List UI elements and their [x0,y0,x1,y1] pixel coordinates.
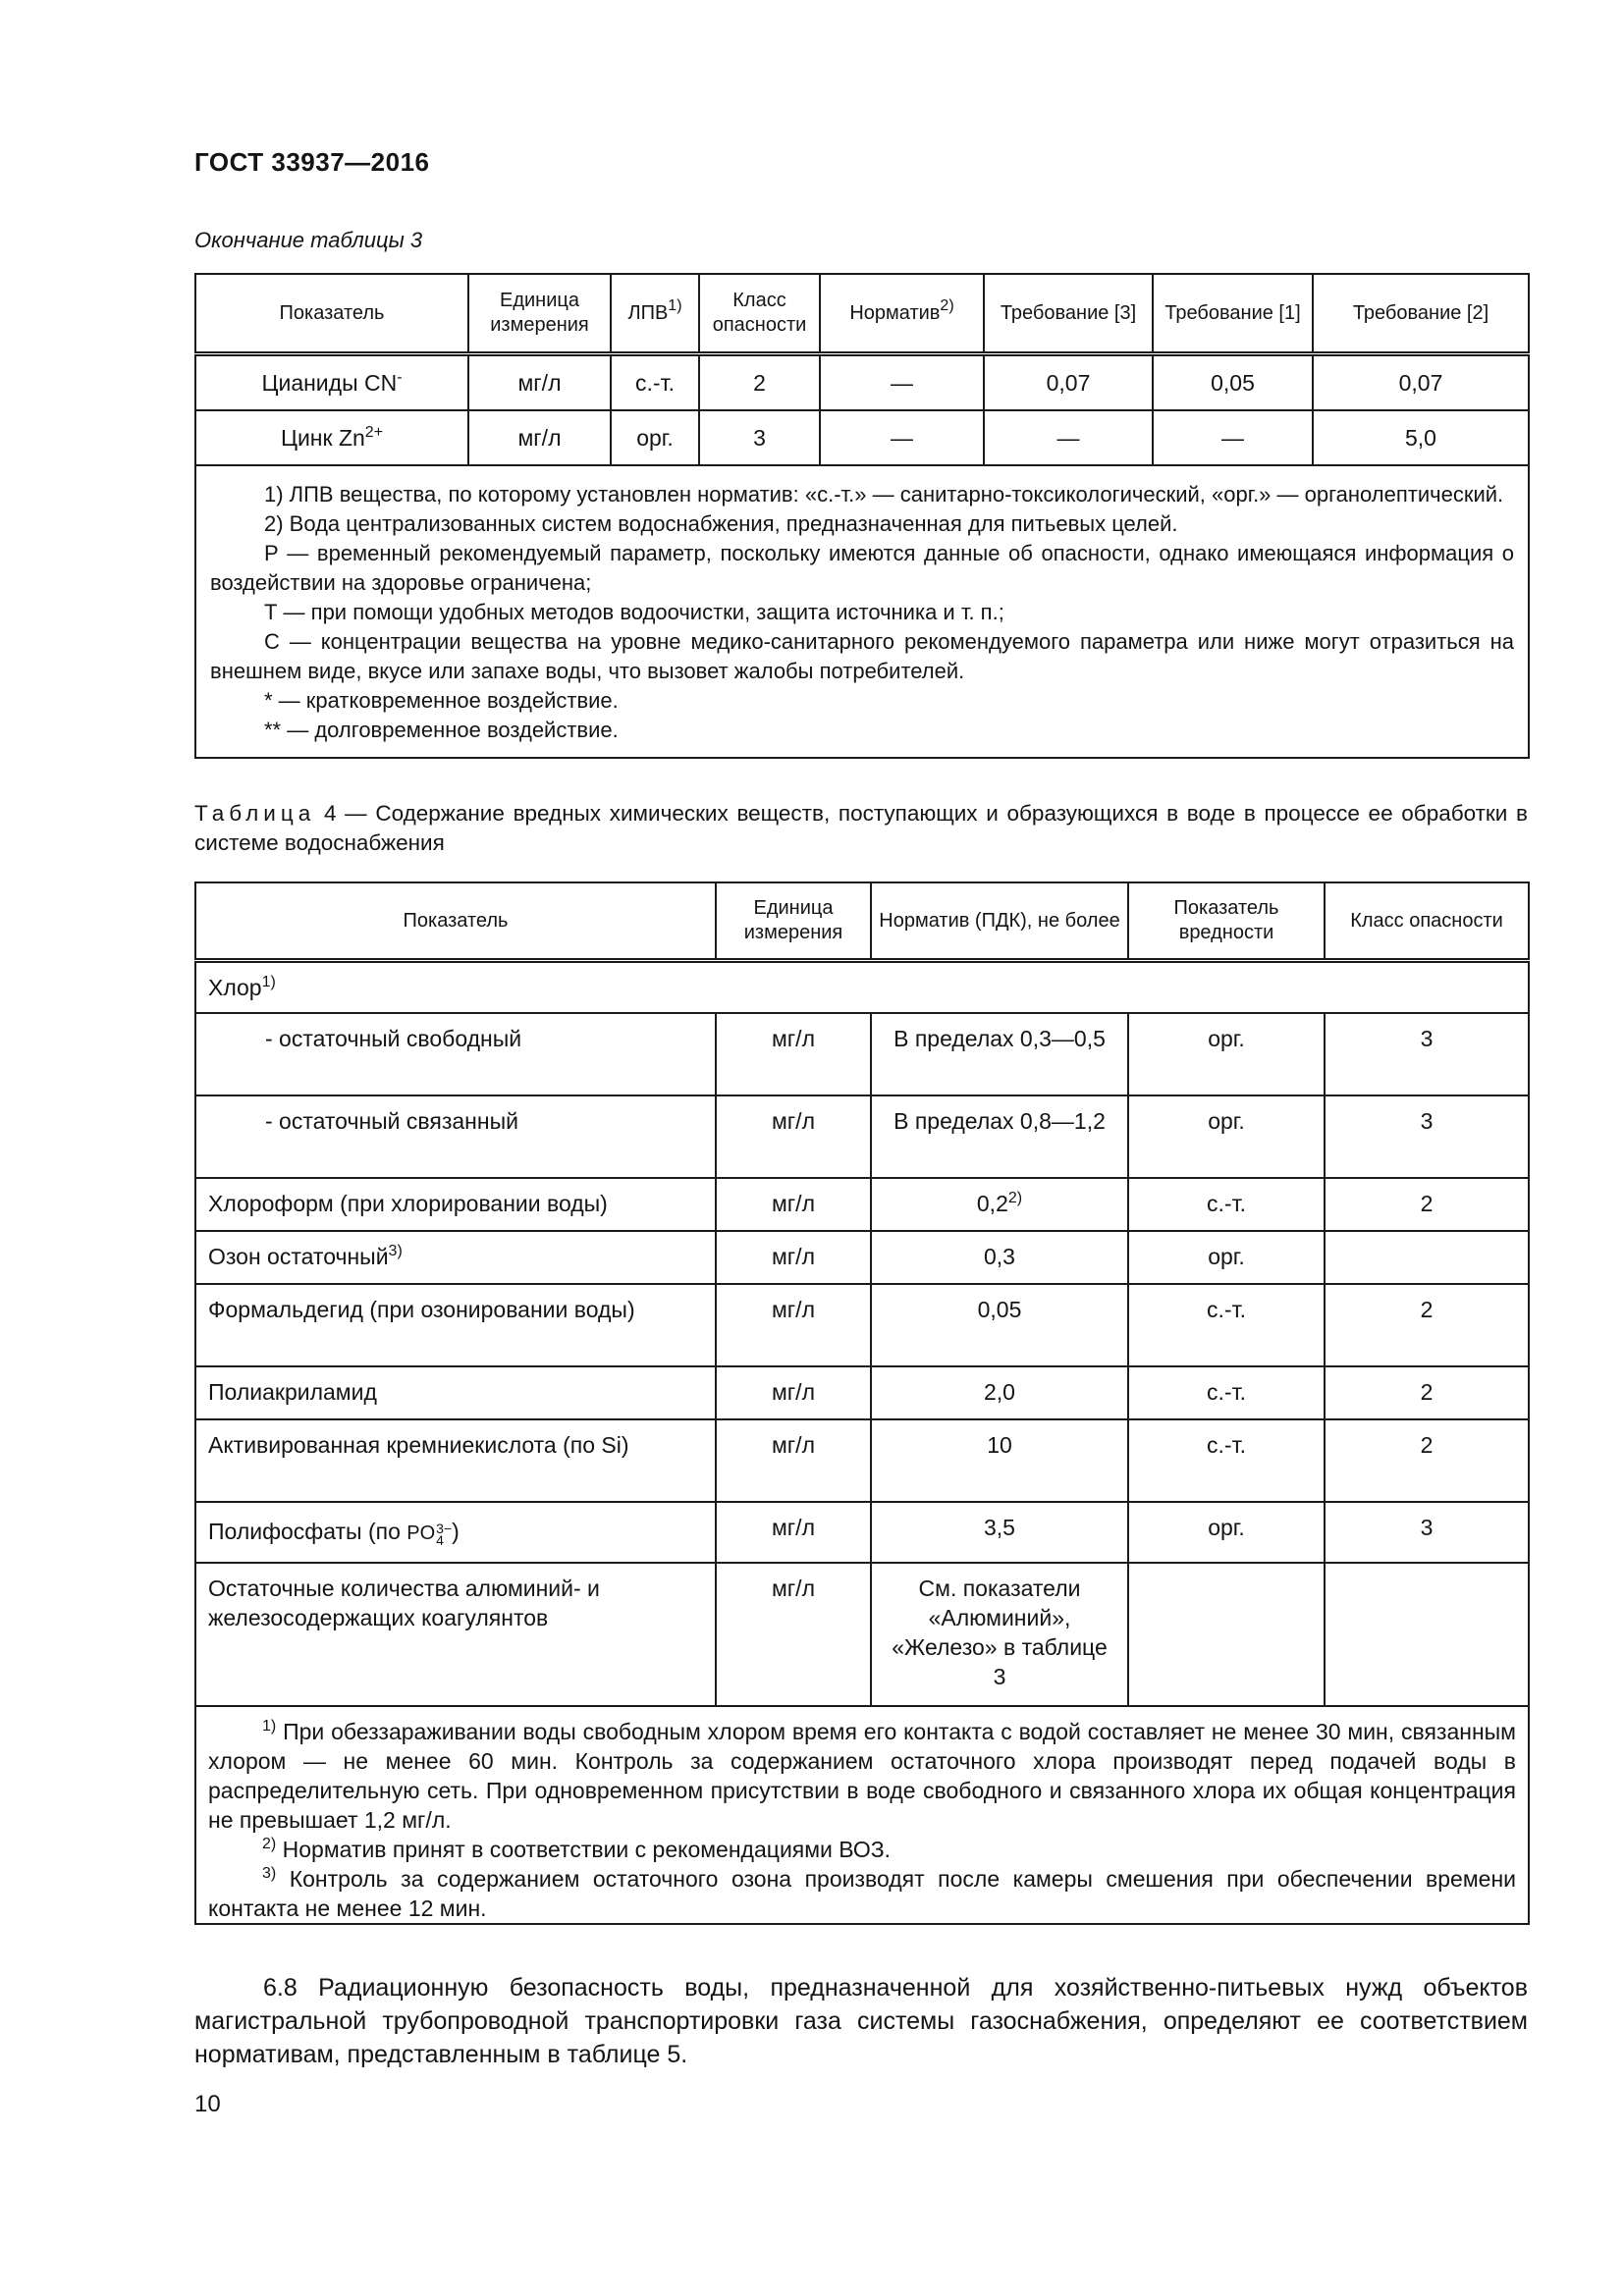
cell-unit: мг/л [716,1366,871,1419]
cell-indicator: Полифосфаты (по PO3− 4 ) [195,1502,716,1563]
table-3 [194,273,1530,759]
note-text: $^{2)}$ Норматив принят в соответствии с рекомендациями ВОЗ. [262,1836,892,1862]
cell-unit: мг/л [716,1231,871,1284]
table-row [195,1419,1529,1502]
cell-harm-indicator: орг. [1128,1502,1325,1563]
cell-indicator: Цинк $Zn^{2+}$ [195,410,468,465]
table3-notes-row [195,465,1529,758]
cell-indicator: Остаточные количества алюминий- и железосодержащих коагулянтов [195,1563,716,1706]
cell-unit: мг/л [716,1013,871,1095]
table3-header-cell: Показатель [195,274,468,354]
table-row [195,1502,1529,1563]
table-row [195,1013,1529,1095]
page-number: 10 [194,2091,221,2117]
note-text: Т — при помощи удобных методов водоочистки, защита источника и т. п.; [264,600,1004,624]
cell-harm-indicator [1128,1563,1325,1706]
note-text: С — концентрации вещества на уровне медико-санитарного рекомендуемого параметра или ниже могут отразиться на внешнем виде, вкусе или запахе воды, что вызовет жалобы потребителей. [210,629,1514,683]
document-code: ГОСТ 33937—2016 [194,147,430,177]
cell-indicator: Активированная кремниекислота (по Si) [195,1419,716,1502]
table3-header-cell: Требование [1] [1153,274,1313,354]
table-group-row [195,961,1529,1014]
cell-unit: мг/л [716,1095,871,1178]
table4-header-row [195,882,1529,961]
group-cell-chlorine: Хлор$^{1)}$ [195,961,1529,1014]
cell-norm: 10 [871,1419,1128,1502]
table-row [195,354,1529,411]
cell-harm-indicator: с.-т. [1128,1366,1325,1419]
cell-hazard-class: 3 [1325,1502,1529,1563]
cell-norm: — [820,410,984,465]
table-row [195,1095,1529,1178]
table3-header-cell: Требование [2] [1313,274,1529,354]
cell-norm: 0,05 [871,1284,1128,1366]
table4-header-cell: Единица измерения [716,882,871,961]
table3-continuation-caption: Окончание таблицы 3 [194,228,423,252]
table-row [195,1366,1529,1419]
cell-hazard-class: 3 [1325,1095,1529,1178]
cell-indicator: Цианиды CN- [195,354,468,411]
cell-indicator: Хлороформ (при хлорировании воды) [195,1178,716,1231]
cell-hazard-class [1325,1231,1529,1284]
cell-indicator: - остаточный связанный [195,1095,716,1178]
cell-harm-indicator: с.-т. [1128,1284,1325,1366]
cell-hazard-class [1325,1563,1529,1706]
table4-header-cell: Класс опасности [1325,882,1529,961]
table3-header-cell: Норматив$^{2)}$ [820,274,984,354]
table4-notes-row [195,1706,1529,1924]
cell-harm-indicator: орг. [1128,1095,1325,1178]
table3-notes [195,465,1529,758]
cell-hazard-class: 3 [1325,1013,1529,1095]
cell-norm: — [820,354,984,411]
table3-header-cell: Единица измерения [468,274,611,354]
table-row [195,1178,1529,1231]
table-row [195,1284,1529,1366]
cell-unit: мг/л [716,1563,871,1706]
note-text: 1) ЛПВ вещества, по которому установлен норматив: «с.-т.» — санитарно-токсикологический, «орг.» — органолептический. [264,482,1504,507]
note-text: $^{1)}$ При обеззараживании воды свободным хлором время его контакта с водой составляет не менее 30 мин, связанным хлором — не менее 60 мин. Контроль за содержанием остаточного хлора производят перед подачей воды в распределительную сеть. При одновременном присутствии в воде свободного и связанного хлора их общая концентрация не превышает 1,2 мг/л. [208,1718,1516,1833]
section-6-8-paragraph: 6.8 Радиационную безопасность воды, предназначенной для хозяйственно-питьевых нужд объектов магистральной трубопроводной транспортировки газа системы газоснабжения, определяют ее соответствием нормативам, представленным в таблице 5. [194,1974,1528,2068]
cell-hazard-class: 2 [1325,1284,1529,1366]
table-row [195,410,1529,465]
cell-indicator: Полиакриламид [195,1366,716,1419]
table4-notes [195,1706,1529,1924]
phosphate-formula: PO3− 4 [406,1520,453,1548]
table4-header-cell: Показатель вредности [1128,882,1325,961]
cell-hazard-class: 3 [699,410,820,465]
table3-header-cell: Требование [3] [984,274,1153,354]
cell-indicator: Озон остаточный$^{3)}$ [195,1231,716,1284]
cell-unit: мг/л [468,410,611,465]
cell-harm-indicator: орг. [1128,1231,1325,1284]
cell-req-2: 5,0 [1313,410,1529,465]
table3-header-row [195,274,1529,354]
table4-caption: Таблица 4 — Содержание вредных химических веществ, поступающих и образующихся в воде в процессе ее обработки в системе водоснабжения [194,801,1528,855]
cell-hazard-class: 2 [1325,1366,1529,1419]
cell-norm: См. показатели «Алюминий», «Железо» в таблице 3 [871,1563,1128,1706]
table3-header-cell: ЛПВ$^{1)}$ [611,274,699,354]
cell-norm: В пределах 0,3—0,5 [871,1013,1128,1095]
table4-header-cell: Норматив (ПДК), не более [871,882,1128,961]
cell-req-2: 0,07 [1313,354,1529,411]
cell-unit: мг/л [716,1284,871,1366]
cell-unit: мг/л [716,1502,871,1563]
cell-req-3: 0,07 [984,354,1153,411]
note-text: ** — долговременное воздействие. [264,718,619,742]
cell-norm: 0,3 [871,1231,1128,1284]
table4-header-cell: Показатель [195,882,716,961]
cell-req-3: — [984,410,1153,465]
note-text: Р — временный рекомендуемый параметр, поскольку имеются данные об опасности, однако имеющаяся информация о воздействии на здоровье ограничена; [210,541,1514,595]
cell-norm: 3,5 [871,1502,1128,1563]
cell-harm-indicator: с.-т. [1128,1178,1325,1231]
table-row [195,1231,1529,1284]
table3-header-cell: Класс опасности [699,274,820,354]
cell-norm: 0,2$^{2)}$ [871,1178,1128,1231]
cell-harm-indicator: с.-т. [1128,1419,1325,1502]
cell-unit: мг/л [468,354,611,411]
cell-hazard-class: 2 [699,354,820,411]
table-row [195,1563,1529,1706]
cell-lpv: с.-т. [611,354,699,411]
cell-unit: мг/л [716,1178,871,1231]
table-4 [194,881,1530,1925]
cell-norm: 2,0 [871,1366,1128,1419]
cell-indicator: Формальдегид (при озонировании воды) [195,1284,716,1366]
cell-indicator: - остаточный свободный [195,1013,716,1095]
cell-harm-indicator: орг. [1128,1013,1325,1095]
note-text: * — кратковременное воздействие. [264,688,619,713]
cell-req-1: 0,05 [1153,354,1313,411]
cell-req-1: — [1153,410,1313,465]
cell-norm: В пределах 0,8—1,2 [871,1095,1128,1178]
cell-lpv: орг. [611,410,699,465]
cell-hazard-class: 2 [1325,1178,1529,1231]
cell-hazard-class: 2 [1325,1419,1529,1502]
note-text: 2) Вода централизованных систем водоснабжения, предназначенная для питьевых целей. [264,511,1178,536]
cell-unit: мг/л [716,1419,871,1502]
note-text: $^{3)}$ Контроль за содержанием остаточного озона производят после камеры смешения при обеспечении времени контакта не менее 12 мин. [208,1865,1516,1921]
